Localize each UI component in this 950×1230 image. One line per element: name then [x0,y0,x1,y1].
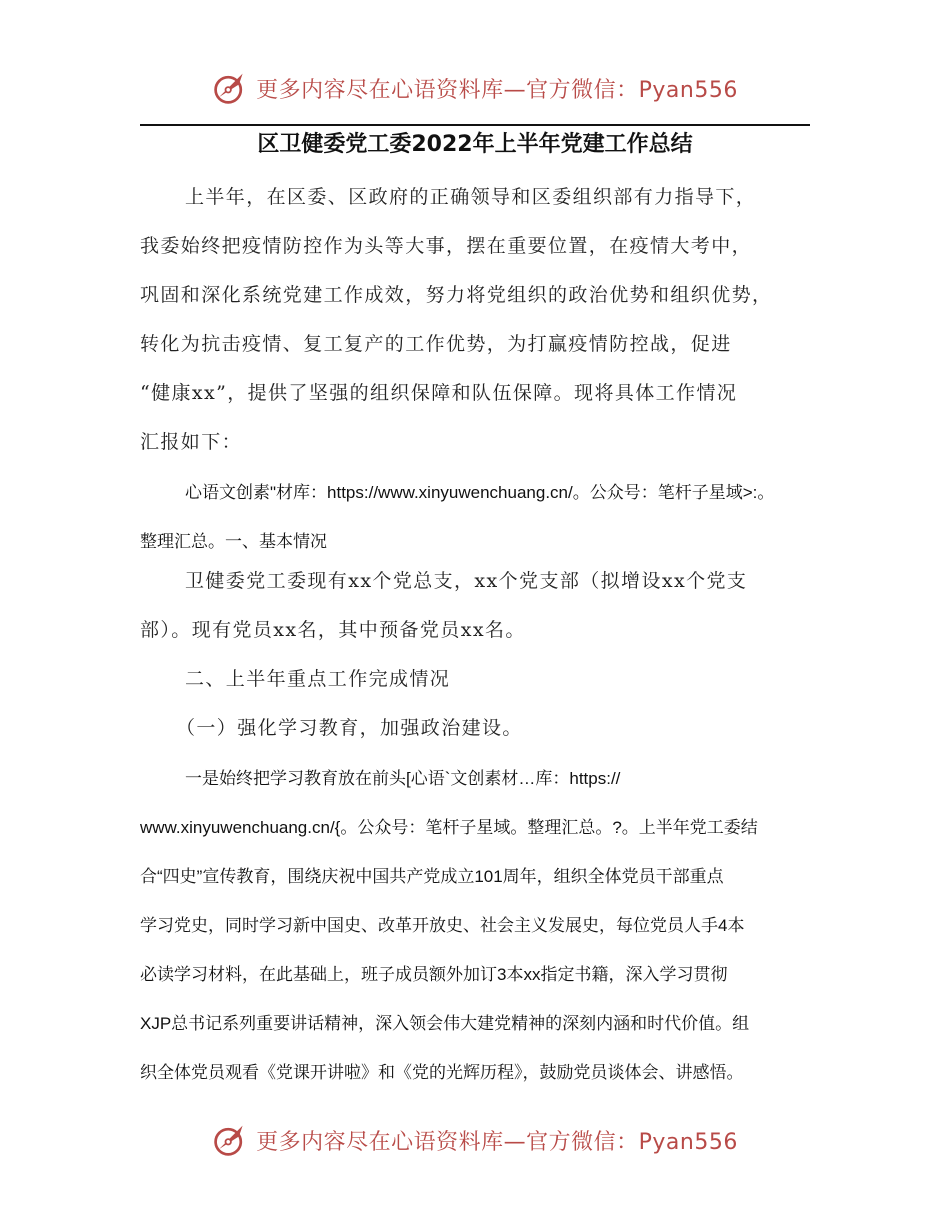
body-paragraph [140,754,810,1097]
watermark-text: 更多内容尽在心语资料库—官方微信：Pyan556 [256,1129,738,1155]
text-line: 转化为抗击疫情、复工复产的工作优势，为打赢疫情防控战，促进 [140,333,732,355]
text-line: 整理汇总。一、基本情况 [140,532,327,551]
text-line: 部）。现有党员xx名，其中预备党员xx名。 [140,619,526,641]
text-line: 心语文创素"材库：https://www.xinyuwenchuang.cn/。公众号：笔杆子星域>:。 [185,483,775,502]
watermark-text: 更多内容尽在心语资料库—官方微信：Pyan556 [256,77,738,103]
text-line: 上半年，在区委、区政府的正确领导和区委组织部有力指导下， [185,186,757,208]
text-line: 合“四史”宣传教育，围绕庆祝中国共产党成立101周年，组织全体党员干部重点 [140,867,724,886]
quill-logo-icon [212,1122,248,1158]
text-line: www.xinyuwenchuang.cn/{。公众号：笔杆子星域。整理汇总。?。上半年党工委结 [140,818,758,837]
basic-info-paragraph [140,557,810,655]
text-line: XJP总书记系列重要讲话精神，深入领会伟大建党精神的深刻内涵和时代价值。组 [140,1014,750,1033]
text-line: 一是始终把学习教育放在前头[心语`文创素材…库：https:// [185,769,621,788]
intro-paragraph [140,173,810,467]
watermark-banner-bottom [0,1120,950,1160]
text-line: 卫健委党工委现有xx个党总支，xx个党支部（拟增设xx个党支 [185,570,748,592]
section-heading [140,655,810,704]
text-line: 织全体党员观看《党课开讲啦》和《党的光辉历程》，鼓励党员谈体会、讲感悟。 [140,1063,744,1082]
text-line: 我委始终把疫情防控作为头等大事，摆在重要位置，在疫情大考中， [140,235,753,257]
text-line: 必读学习材料，在此基础上，班子成员额外加订3本xx指定书籍，深入学习贯彻 [140,965,728,984]
text-line: 汇报如下： [140,431,243,453]
document-title: 区卫健委党工委2022年上半年党建工作总结 [257,132,693,157]
section-2-heading: 二、上半年重点工作完成情况 [185,668,451,690]
text-line: 学习党史，同时学习新中国史、改革开放史、社会主义发展史，每位党员人手4本 [140,916,745,935]
quill-logo-icon [212,70,248,106]
watermark-banner-top [0,68,950,108]
header-rule [140,124,810,126]
subsection-1-heading: （一）强化学习教育，加强政治建设。 [176,717,523,739]
subsection-heading [140,704,810,753]
source-note-paragraph [140,468,810,566]
text-line: 巩固和深化系统党建工作成效，努力将党组织的政治优势和组织优势， [140,284,773,306]
text-line: “健康xx”，提供了坚强的组织保障和队伍保障。现将具体工作情况 [140,382,738,404]
